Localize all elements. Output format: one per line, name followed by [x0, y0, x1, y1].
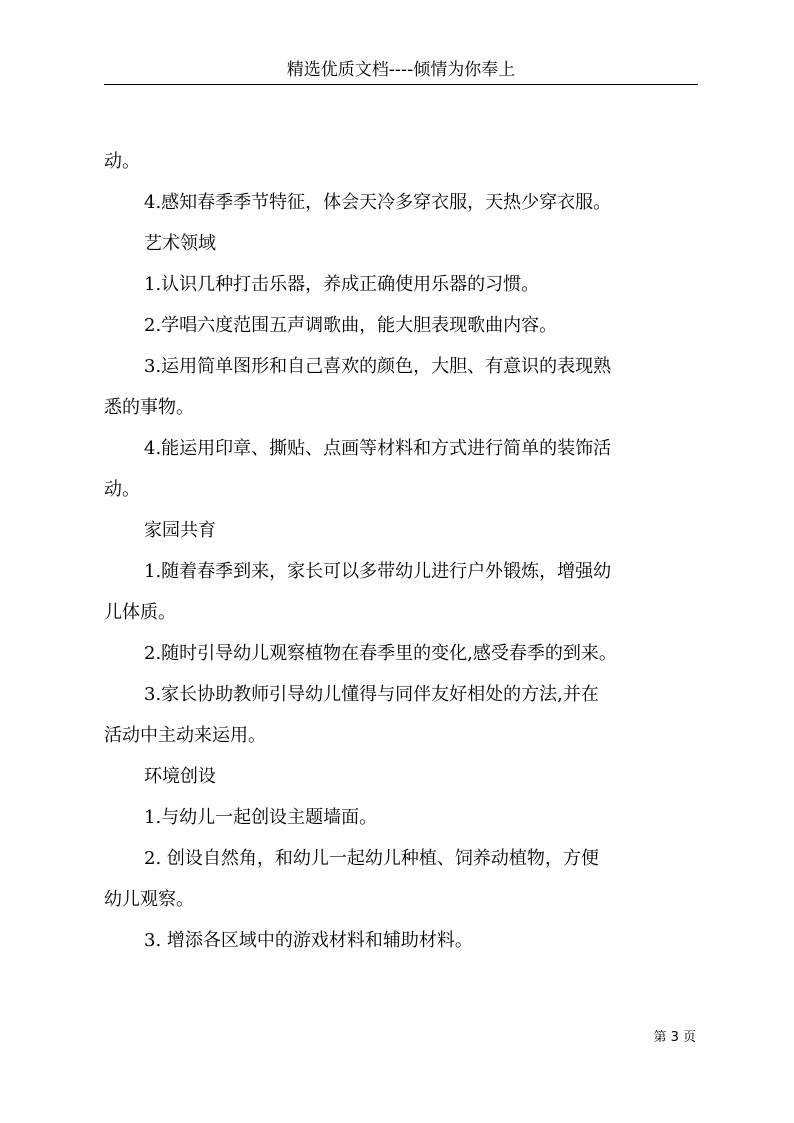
page-header-title: 精选优质文档----倾情为你奉上 [286, 60, 516, 80]
text-line: 活动中主动来运用。 [104, 725, 266, 746]
document-body [104, 141, 698, 961]
text-line: 1.与幼儿一起创设主题墙面。 [144, 807, 378, 828]
text-line: 3. 增添各区域中的游戏材料和辅助材料。 [144, 930, 473, 951]
text-line: 4.能运用印章、撕贴、点画等材料和方式进行简单的装饰活 [144, 438, 612, 459]
text-line: 悉的事物。 [104, 397, 194, 418]
text-line: 1.随着春季到来，家长可以多带幼儿进行户外锻炼，增强幼 [144, 561, 612, 582]
text-line: 4.感知春季季节特征，体会天冷多穿衣服，天热少穿衣服。 [144, 192, 612, 213]
text-line: 动。 [104, 151, 140, 172]
text-line: 儿体质。 [104, 602, 176, 623]
text-line: 3.家长协助教师引导幼儿懂得与同伴友好相处的方法,并在 [144, 684, 599, 705]
text-line: 2.随时引导幼儿观察植物在春季里的变化,感受春季的到来。 [144, 643, 617, 664]
text-line: 1.认识几种打击乐器，养成正确使用乐器的习惯。 [144, 274, 540, 295]
section-heading: 环境创设 [144, 766, 216, 787]
text-line: 2. 创设自然角，和幼儿一起幼儿种植、饲养动植物，方便 [144, 848, 599, 869]
text-line: 动。 [104, 479, 140, 500]
section-heading: 家园共育 [144, 520, 216, 541]
text-line: 2.学唱六度范围五声调歌曲，能大胆表现歌曲内容。 [144, 315, 558, 336]
text-line: 幼儿观察。 [104, 889, 194, 910]
header-divider [104, 84, 698, 85]
text-line: 3.运用简单图形和自己喜欢的颜色，大胆、有意识的表现熟 [144, 356, 612, 377]
section-heading: 艺术领域 [144, 233, 216, 254]
page-number: 第 3 页 [653, 1030, 696, 1045]
